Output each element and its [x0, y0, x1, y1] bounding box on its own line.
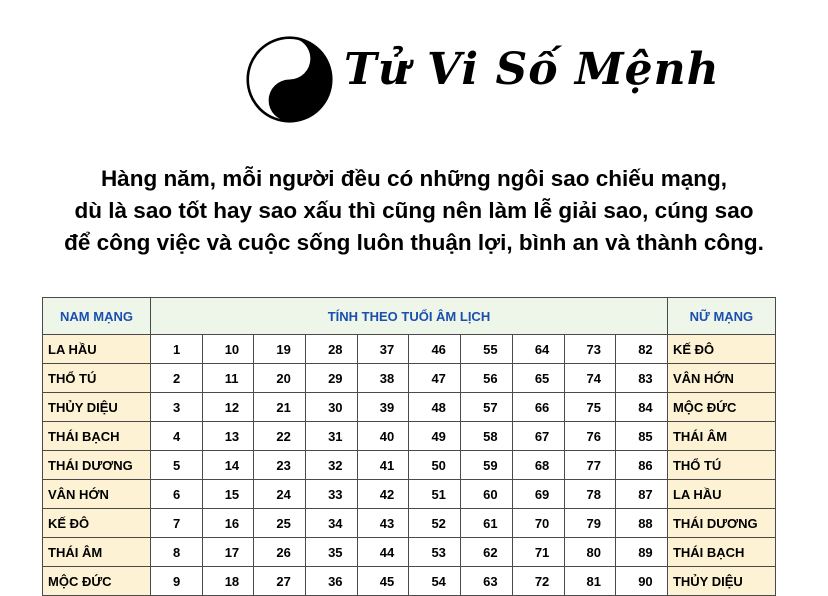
yin-yang-icon [246, 36, 333, 123]
age-cell: 70 [512, 509, 564, 538]
age-cell: 89 [616, 538, 668, 567]
age-cell: 2 [151, 364, 203, 393]
age-cell: 29 [306, 364, 358, 393]
age-cell: 38 [357, 364, 409, 393]
age-cell: 75 [564, 393, 616, 422]
age-cell: 90 [616, 567, 668, 596]
age-cell: 66 [512, 393, 564, 422]
table-row [43, 567, 776, 596]
female-star-cell: VÂN HỚN [667, 364, 775, 393]
age-cell: 19 [254, 335, 306, 364]
age-cell: 58 [461, 422, 513, 451]
female-star-cell: THÁI ÂM [667, 422, 775, 451]
age-cell: 30 [306, 393, 358, 422]
age-cell: 72 [512, 567, 564, 596]
male-star-cell: LA HẦU [43, 335, 151, 364]
age-cell: 4 [151, 422, 203, 451]
age-cell: 61 [461, 509, 513, 538]
age-cell: 18 [202, 567, 254, 596]
female-star-cell: MỘC ĐỨC [667, 393, 775, 422]
age-cell: 28 [306, 335, 358, 364]
age-cell: 15 [202, 480, 254, 509]
table-row [43, 393, 776, 422]
age-cell: 42 [357, 480, 409, 509]
age-cell: 85 [616, 422, 668, 451]
age-cell: 37 [357, 335, 409, 364]
age-cell: 77 [564, 451, 616, 480]
age-cell: 68 [512, 451, 564, 480]
age-cell: 62 [461, 538, 513, 567]
age-cell: 31 [306, 422, 358, 451]
male-star-cell: THÁI BẠCH [43, 422, 151, 451]
male-star-cell: THỔ TÚ [43, 364, 151, 393]
age-cell: 65 [512, 364, 564, 393]
age-cell: 20 [254, 364, 306, 393]
age-cell: 87 [616, 480, 668, 509]
age-cell: 73 [564, 335, 616, 364]
age-cell: 50 [409, 451, 461, 480]
age-cell: 33 [306, 480, 358, 509]
age-cell: 17 [202, 538, 254, 567]
age-cell: 80 [564, 538, 616, 567]
table-row [43, 480, 776, 509]
age-cell: 52 [409, 509, 461, 538]
age-cell: 69 [512, 480, 564, 509]
logo-text: Tử Vi Số Mệnh [344, 44, 720, 95]
age-cell: 39 [357, 393, 409, 422]
age-cell: 48 [409, 393, 461, 422]
age-cell: 64 [512, 335, 564, 364]
age-cell: 5 [151, 451, 203, 480]
intro-text [0, 163, 828, 259]
age-cell: 21 [254, 393, 306, 422]
male-star-cell: THỦY DIỆU [43, 393, 151, 422]
age-cell: 55 [461, 335, 513, 364]
table-row [43, 364, 776, 393]
age-cell: 45 [357, 567, 409, 596]
age-cell: 34 [306, 509, 358, 538]
age-cell: 83 [616, 364, 668, 393]
age-cell: 78 [564, 480, 616, 509]
intro-line-2: dù là sao tốt hay sao xấu thì cũng nên làm lễ giải sao, cúng sao [74, 198, 754, 223]
age-cell: 36 [306, 567, 358, 596]
table-header-row [43, 298, 776, 335]
age-cell: 11 [202, 364, 254, 393]
age-cell: 26 [254, 538, 306, 567]
female-star-cell: THỦY DIỆU [667, 567, 775, 596]
site-logo [246, 36, 720, 126]
age-cell: 71 [512, 538, 564, 567]
age-cell: 81 [564, 567, 616, 596]
age-cell: 46 [409, 335, 461, 364]
age-cell: 54 [409, 567, 461, 596]
age-cell: 16 [202, 509, 254, 538]
age-cell: 40 [357, 422, 409, 451]
age-cell: 41 [357, 451, 409, 480]
age-cell: 74 [564, 364, 616, 393]
female-star-cell: LA HẦU [667, 480, 775, 509]
age-cell: 7 [151, 509, 203, 538]
header-female: NỮ MẠNG [667, 298, 775, 335]
male-star-cell: KẾ ĐÔ [43, 509, 151, 538]
age-cell: 10 [202, 335, 254, 364]
table-row [43, 509, 776, 538]
age-cell: 27 [254, 567, 306, 596]
male-star-cell: MỘC ĐỨC [43, 567, 151, 596]
age-cell: 23 [254, 451, 306, 480]
age-cell: 9 [151, 567, 203, 596]
female-star-cell: THỔ TÚ [667, 451, 775, 480]
age-cell: 67 [512, 422, 564, 451]
table-row [43, 335, 776, 364]
age-cell: 60 [461, 480, 513, 509]
male-star-cell: THÁI DƯƠNG [43, 451, 151, 480]
female-star-cell: THÁI BẠCH [667, 538, 775, 567]
female-star-cell: THÁI DƯƠNG [667, 509, 775, 538]
age-cell: 12 [202, 393, 254, 422]
male-star-cell: VÂN HỚN [43, 480, 151, 509]
age-cell: 24 [254, 480, 306, 509]
male-star-cell: THÁI ÂM [43, 538, 151, 567]
header-ages: TÍNH THEO TUỔI ÂM LỊCH [151, 298, 668, 335]
age-cell: 35 [306, 538, 358, 567]
age-cell: 43 [357, 509, 409, 538]
age-cell: 84 [616, 393, 668, 422]
star-age-table [42, 297, 776, 596]
age-cell: 49 [409, 422, 461, 451]
age-cell: 86 [616, 451, 668, 480]
age-cell: 82 [616, 335, 668, 364]
age-cell: 76 [564, 422, 616, 451]
table-row [43, 538, 776, 567]
female-star-cell: KẾ ĐÔ [667, 335, 775, 364]
age-cell: 88 [616, 509, 668, 538]
age-cell: 3 [151, 393, 203, 422]
age-cell: 8 [151, 538, 203, 567]
age-cell: 63 [461, 567, 513, 596]
age-cell: 79 [564, 509, 616, 538]
age-cell: 22 [254, 422, 306, 451]
age-cell: 32 [306, 451, 358, 480]
header-male: NAM MẠNG [43, 298, 151, 335]
age-cell: 56 [461, 364, 513, 393]
age-cell: 47 [409, 364, 461, 393]
table-row [43, 422, 776, 451]
age-cell: 6 [151, 480, 203, 509]
age-cell: 44 [357, 538, 409, 567]
intro-line-1: Hàng năm, mỗi người đều có những ngôi sao chiếu mạng, [100, 166, 728, 191]
age-cell: 53 [409, 538, 461, 567]
age-cell: 13 [202, 422, 254, 451]
age-cell: 1 [151, 335, 203, 364]
age-cell: 59 [461, 451, 513, 480]
age-cell: 51 [409, 480, 461, 509]
intro-line-3: để công việc và cuộc sống luôn thuận lợi, bình an và thành công. [64, 230, 764, 255]
age-cell: 14 [202, 451, 254, 480]
age-cell: 57 [461, 393, 513, 422]
table-body [43, 335, 776, 596]
table-row [43, 451, 776, 480]
age-cell: 25 [254, 509, 306, 538]
